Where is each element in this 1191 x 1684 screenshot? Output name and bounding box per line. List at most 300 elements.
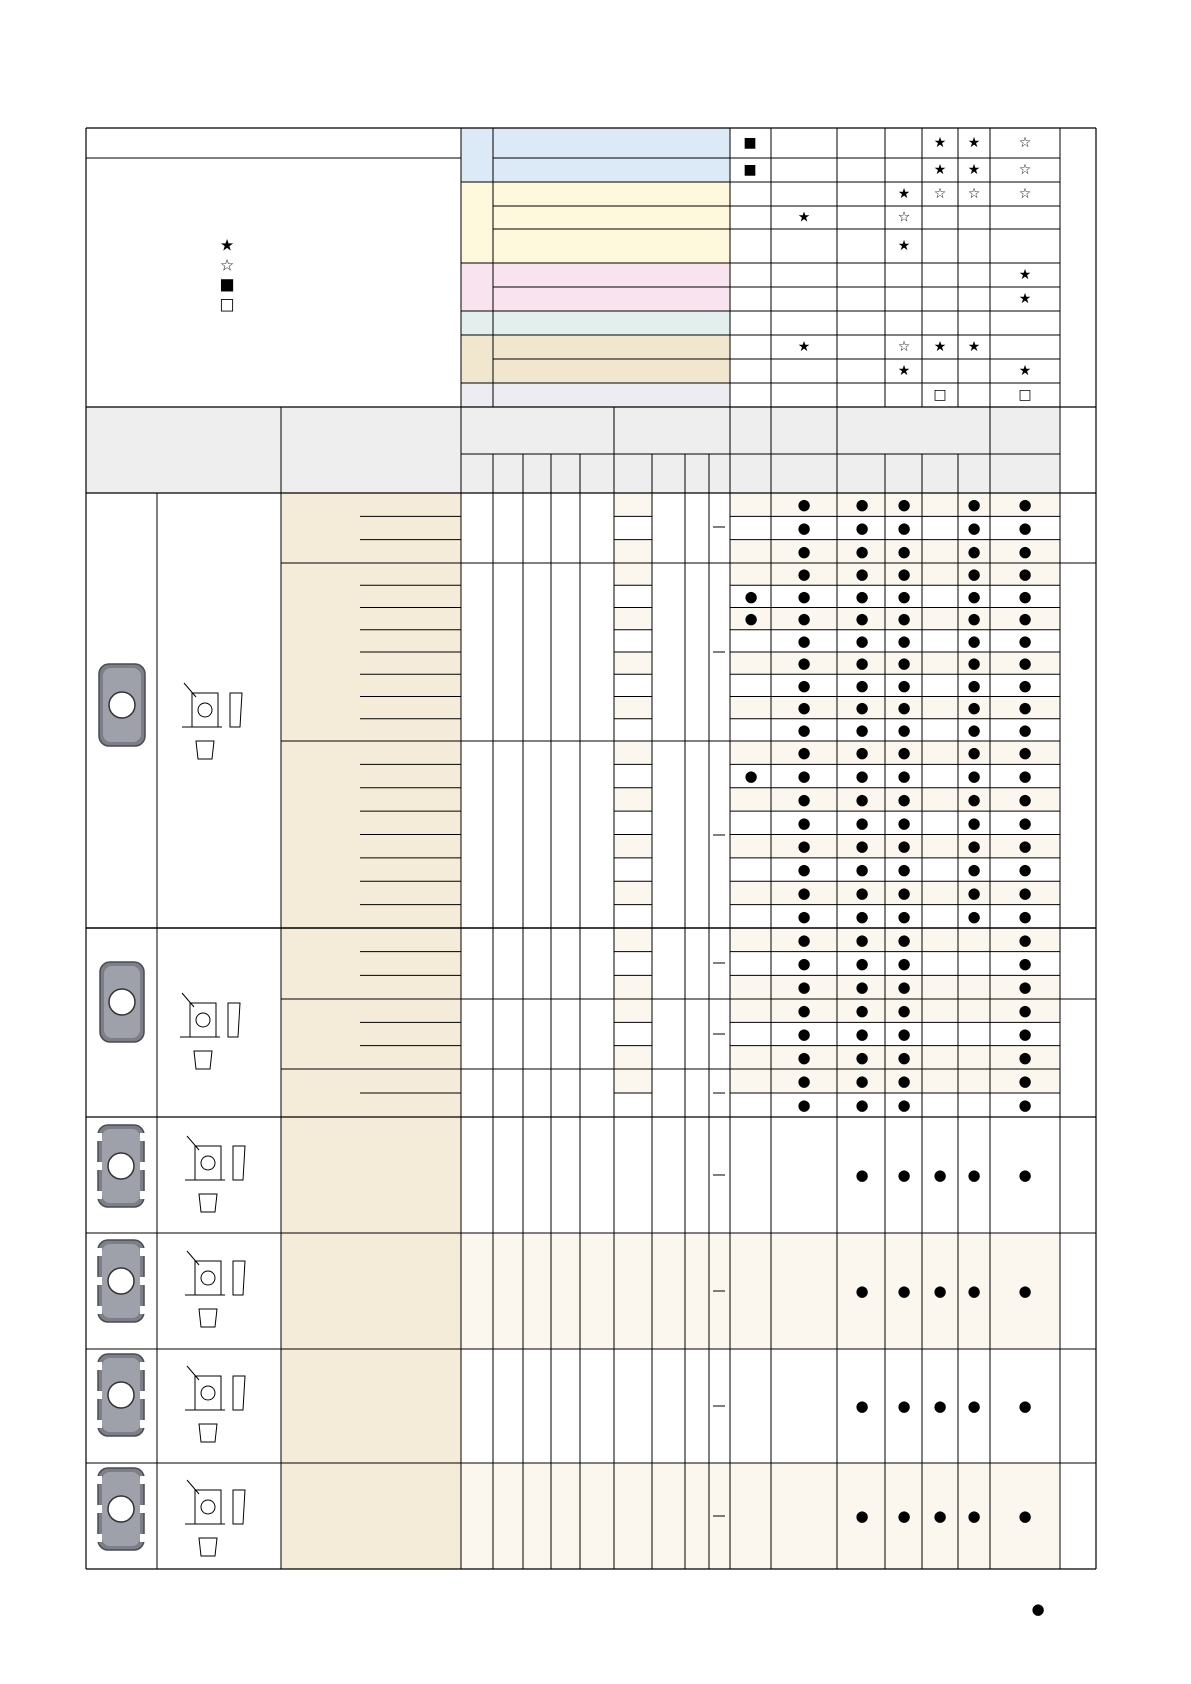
availability-dot: ● [897, 1282, 911, 1300]
availability-dot: ● [855, 495, 869, 514]
drawing-top-view [195, 1490, 221, 1524]
dim-cell [614, 835, 652, 858]
availability-dot: ● [1018, 743, 1032, 762]
availability-dot: ● [855, 698, 869, 717]
availability-dot: ● [897, 1166, 911, 1184]
dim-cell [614, 1022, 652, 1045]
drawing-a [182, 683, 242, 759]
header-mark: ★ [797, 339, 811, 355]
grade-cell [730, 928, 1060, 952]
availability-dot: ● [1018, 907, 1032, 926]
grade-cell [730, 858, 1060, 881]
band-tab [461, 287, 493, 311]
insert-notch [140, 1277, 146, 1285]
availability-dot: ● [797, 698, 811, 717]
header-mark: ★ [933, 339, 947, 355]
availability-dot: ● [1018, 609, 1032, 628]
availability-dot: ● [1018, 978, 1032, 997]
availability-dot: ● [855, 837, 869, 856]
insert-photo-b [100, 962, 144, 1042]
drawing-hole [201, 1271, 215, 1285]
grade-cell [730, 652, 1060, 674]
dim-cell [614, 975, 652, 999]
availability-dot: ● [855, 813, 869, 832]
availability-dot: ● [1018, 1072, 1032, 1090]
availability-dot: ● [967, 1166, 981, 1184]
grade-cell [730, 741, 1060, 764]
availability-dot: ● [897, 837, 911, 856]
dim-cell [614, 1093, 652, 1117]
band-row [493, 128, 730, 158]
insert-notch [140, 1162, 146, 1170]
insert-hole [108, 1382, 134, 1408]
availability-dot: ● [797, 790, 811, 809]
dim-cell [614, 608, 652, 630]
availability-dot: ● [967, 743, 981, 762]
availability-dot: ● [1018, 813, 1032, 832]
availability-dot: ● [967, 609, 981, 628]
drawing-side-view [233, 1146, 245, 1180]
availability-dot: ● [1018, 495, 1032, 514]
availability-dot: ● [855, 519, 869, 537]
dim-cell [614, 674, 652, 696]
cell-backgrounds [86, 128, 1060, 1569]
drawing-side-view [233, 1490, 245, 1524]
drawing-hole [201, 1500, 215, 1514]
code-cell [281, 928, 461, 999]
availability-dot: ● [967, 587, 981, 606]
band-tab [461, 206, 493, 229]
availability-dot: ● [897, 698, 911, 717]
code-cell [281, 1349, 461, 1463]
availability-dot: ● [855, 907, 869, 926]
drawing-leader [182, 993, 194, 1007]
availability-dot: ● [797, 1096, 811, 1114]
insert-notch [140, 1391, 146, 1399]
header-mark: ☆ [933, 186, 947, 202]
drawing-hole [201, 1386, 215, 1400]
band-tab [461, 128, 493, 158]
availability-dot: ● [1018, 767, 1032, 786]
insert-notch [140, 1133, 146, 1141]
availability-dot: ● [1018, 1001, 1032, 1020]
availability-dot: ● [855, 767, 869, 786]
header-mark: ★ [967, 135, 981, 151]
drawing-e [185, 1366, 245, 1442]
grade-cell [730, 764, 1060, 787]
legend-symbol: ☆ [219, 255, 235, 275]
grade-cell [730, 1022, 1060, 1045]
code-cell [281, 1463, 461, 1569]
drawing-b [180, 993, 240, 1069]
availability-dot: ● [967, 883, 981, 902]
insert-photo-e [96, 1354, 146, 1436]
availability-dot: ● [797, 743, 811, 762]
availability-dot: ● [855, 1048, 869, 1067]
drawing-edge-view [199, 1424, 217, 1442]
availability-dot: ● [855, 1072, 869, 1090]
header-mark: ☆ [1018, 162, 1032, 178]
dim-cell [614, 563, 652, 585]
grade-cell [730, 999, 1060, 1022]
header-mark: ★ [897, 186, 911, 202]
grade-cell [730, 516, 1060, 539]
legend-symbol: ★ [219, 235, 235, 255]
drawing-d [185, 1251, 245, 1327]
insert-hole [109, 692, 135, 718]
availability-dot: ● [855, 743, 869, 762]
code-cell [281, 493, 461, 563]
dim-cell [614, 1069, 652, 1093]
insert-notch [140, 1248, 146, 1256]
dim-cell [614, 881, 652, 904]
insert-notch [96, 1277, 102, 1285]
availability-dot: ● [797, 1072, 811, 1090]
header-mark: □ [1018, 387, 1032, 403]
drawing-leader [187, 1366, 199, 1380]
availability-dot: ● [897, 954, 911, 973]
availability-dot: ● [855, 1025, 869, 1043]
band-row [493, 229, 730, 263]
availability-dot: ● [744, 587, 758, 606]
availability-dot: ● [967, 1282, 981, 1300]
availability-dot: ● [897, 1001, 911, 1020]
code-cell [281, 1117, 461, 1233]
drawing-side-view [228, 1003, 240, 1037]
availability-dot: ● [855, 1166, 869, 1184]
availability-dot: ● [797, 565, 811, 584]
dim-cell [614, 905, 652, 928]
dim-cell [614, 811, 652, 834]
dim-cell [614, 952, 652, 976]
drawing-top-view [190, 1003, 216, 1037]
grade-cell [730, 674, 1060, 696]
dim-cell [614, 1046, 652, 1069]
availability-dot: ● [855, 930, 869, 949]
dim-cell [614, 540, 652, 563]
availability-dot: ● [797, 542, 811, 561]
availability-dot: ● [855, 1397, 869, 1415]
insert-notch [96, 1505, 102, 1513]
drawing-hole [201, 1156, 215, 1170]
availability-dot: ● [967, 860, 981, 879]
band-row [493, 335, 730, 359]
band-tab [461, 158, 493, 182]
availability-dot: ● [897, 609, 911, 628]
availability-dot: ● [967, 790, 981, 809]
col-header-mid [281, 407, 461, 493]
availability-dot: ● [897, 743, 911, 762]
dim-cell [614, 652, 652, 674]
availability-dot: ● [1018, 519, 1032, 537]
availability-dot: ● [897, 631, 911, 650]
availability-dot: ● [855, 790, 869, 809]
availability-dot: ● [897, 767, 911, 786]
availability-dot: ● [967, 676, 981, 695]
header-mark: ☆ [897, 209, 911, 226]
header-mark: ★ [967, 162, 981, 178]
grade-cell [730, 975, 1060, 999]
code-cell [281, 1233, 461, 1349]
header-mark: ■ [743, 135, 757, 151]
availability-dot: ● [1018, 1025, 1032, 1043]
availability-dot: ● [1018, 565, 1032, 584]
band-tab [461, 383, 493, 407]
drawing-top-view [195, 1146, 221, 1180]
availability-dot: ● [1018, 837, 1032, 856]
availability-dot: ● [797, 587, 811, 606]
availability-dot: ● [897, 565, 911, 584]
availability-dot: ● [855, 587, 869, 606]
insert-notch [140, 1306, 146, 1314]
grade-cell [730, 1046, 1060, 1069]
band-row [493, 359, 730, 383]
availability-dot: ● [855, 609, 869, 628]
availability-dot: ● [797, 883, 811, 902]
availability-dot: ● [1018, 698, 1032, 717]
availability-dot: ● [897, 1397, 911, 1415]
dim-cell [614, 697, 652, 719]
insert-notch [96, 1191, 102, 1199]
availability-dot: ● [897, 1048, 911, 1067]
availability-dot: ● [967, 654, 981, 673]
insert-notch [96, 1362, 102, 1370]
availability-dot: ● [967, 698, 981, 717]
drawing-hole [196, 1013, 210, 1027]
availability-dot: ● [897, 720, 911, 739]
band-row [493, 206, 730, 229]
availability-dot: ● [797, 720, 811, 739]
availability-dot: ● [897, 790, 911, 809]
availability-dot: ● [967, 542, 981, 561]
availability-dot: ● [797, 837, 811, 856]
availability-dot: ● [1018, 1282, 1032, 1300]
insert-photo-c [96, 1125, 146, 1207]
availability-dot: ● [797, 1025, 811, 1043]
band-tab [461, 359, 493, 383]
header-mark: ☆ [967, 186, 981, 202]
grade-cell [730, 585, 1060, 607]
header-mark: ☆ [1018, 186, 1032, 202]
availability-dot: ● [855, 1282, 869, 1300]
drawing-edge-view [194, 1051, 212, 1069]
availability-dot: ● [855, 1507, 869, 1525]
grade-cell [730, 540, 1060, 563]
drawing-leader [187, 1480, 199, 1494]
dim-cell [614, 928, 652, 952]
availability-dot: ● [797, 954, 811, 973]
drawing-top-view [192, 693, 218, 727]
insert-notch [96, 1476, 102, 1484]
dim-cell [614, 741, 652, 764]
band-tab [461, 263, 493, 287]
availability-dot: ● [1018, 587, 1032, 606]
drawing-leader [184, 683, 196, 697]
drawing-f [185, 1480, 245, 1556]
availability-dot: ● [1018, 631, 1032, 650]
availability-dot: ● [855, 654, 869, 673]
grade-cell [730, 493, 1060, 516]
band-row [493, 158, 730, 182]
availability-dot: ● [855, 883, 869, 902]
availability-dot: ● [1018, 860, 1032, 879]
insert-notch [96, 1420, 102, 1428]
insert-notch [96, 1162, 102, 1170]
header-mark: □ [933, 387, 947, 403]
drawing-edge-view [199, 1309, 217, 1327]
availability-dot: ● [855, 1001, 869, 1020]
availability-dot: ● [897, 1096, 911, 1114]
header-mark: ☆ [1018, 135, 1032, 151]
availability-dot: ● [897, 676, 911, 695]
availability-dot: ● [897, 1025, 911, 1043]
availability-dot: ● [855, 631, 869, 650]
availability-dot: ● [797, 930, 811, 949]
insert-hole [108, 1496, 134, 1522]
grade-cell [730, 1069, 1060, 1093]
availability-dot: ● [797, 907, 811, 926]
availability-dot: ● [797, 609, 811, 628]
availability-dot: ● [967, 1397, 981, 1415]
dim-cell [614, 788, 652, 811]
availability-dot: ● [967, 813, 981, 832]
dim-cell [614, 999, 652, 1022]
header-mark: ★ [933, 135, 947, 151]
insert-notch [140, 1420, 146, 1428]
header-mark: ★ [1018, 291, 1032, 307]
availability-dot: ● [1018, 1048, 1032, 1067]
availability-dot: ● [1018, 1166, 1032, 1184]
availability-dot: ● [797, 1001, 811, 1020]
dim-cell [614, 516, 652, 539]
availability-dot: ● [933, 1282, 947, 1300]
availability-dot: ● [1018, 654, 1032, 673]
availability-dot: ● [1018, 790, 1032, 809]
dim-cell [614, 764, 652, 787]
band-row [493, 383, 730, 407]
availability-dot: ● [897, 930, 911, 949]
insert-images [96, 664, 245, 1556]
code-cell [281, 999, 461, 1069]
dim-cell [614, 630, 652, 652]
drawing-side-view [233, 1261, 245, 1295]
grade-cell [730, 630, 1060, 652]
availability-dot: ● [933, 1397, 947, 1415]
band-tab [461, 229, 493, 263]
grade-cell [730, 697, 1060, 719]
insert-notch [140, 1476, 146, 1484]
drawing-edge-view [199, 1538, 217, 1556]
band-tab [461, 335, 493, 359]
insert-hole [108, 1153, 134, 1179]
availability-dot: ● [797, 1048, 811, 1067]
availability-dot: ● [897, 587, 911, 606]
availability-dot: ● [897, 654, 911, 673]
availability-dot: ● [797, 676, 811, 695]
dim-cell [614, 493, 652, 516]
band-row [493, 182, 730, 206]
availability-dot: ● [967, 565, 981, 584]
drawing-leader [187, 1136, 199, 1150]
availability-dot: ● [967, 907, 981, 926]
availability-dot: ● [797, 495, 811, 514]
availability-dot: ● [897, 495, 911, 514]
grade-cell [730, 788, 1060, 811]
availability-dot: ● [797, 654, 811, 673]
band-row [493, 263, 730, 287]
availability-dot: ● [897, 1072, 911, 1090]
insert-notch [140, 1191, 146, 1199]
insert-photo-a [99, 664, 145, 746]
drawing-hole [198, 703, 212, 717]
availability-dot: ● [933, 1166, 947, 1184]
insert-notch [140, 1534, 146, 1542]
availability-dot: ● [897, 978, 911, 997]
insert-notch [140, 1505, 146, 1513]
availability-dot: ● [1018, 1507, 1032, 1525]
band-row [493, 311, 730, 335]
header-mark: ★ [797, 209, 811, 226]
header-mark: ★ [897, 363, 911, 379]
availability-dot: ● [967, 1507, 981, 1525]
insert-notch [140, 1362, 146, 1370]
availability-dot: ● [967, 767, 981, 786]
availability-dot: ● [1018, 954, 1032, 973]
header-mark: ★ [967, 339, 981, 355]
availability-dot: ● [744, 609, 758, 628]
grade-cell [730, 952, 1060, 976]
dim-cell [614, 585, 652, 607]
header-mark: ★ [933, 162, 947, 178]
availability-dot: ● [1018, 1397, 1032, 1415]
availability-dot: ● [967, 519, 981, 537]
availability-dot: ● [967, 837, 981, 856]
drawing-side-view [230, 693, 242, 727]
availability-dot: ● [855, 978, 869, 997]
grade-cell [730, 905, 1060, 928]
availability-dot: ● [1018, 930, 1032, 949]
drawing-side-view [233, 1376, 245, 1410]
availability-dot: ● [897, 883, 911, 902]
drawing-top-view [195, 1261, 221, 1295]
availability-dot: ● [1018, 720, 1032, 739]
band-row [493, 287, 730, 311]
availability-dot: ● [1018, 542, 1032, 561]
header-mark: ★ [1018, 363, 1032, 379]
availability-dot: ● [797, 860, 811, 879]
header-mark: ★ [897, 238, 911, 254]
legend-symbol: ■ [219, 274, 235, 294]
insert-notch [96, 1133, 102, 1141]
grade-cell [730, 835, 1060, 858]
insert-notch [96, 1248, 102, 1256]
insert-notch [96, 1391, 102, 1399]
availability-dot: ● [855, 565, 869, 584]
header-mark: ★ [1018, 267, 1032, 283]
availability-dot: ● [855, 1096, 869, 1114]
availability-dot: ● [797, 519, 811, 537]
legend-symbol: □ [219, 294, 235, 314]
drawing-c [185, 1136, 245, 1212]
availability-dot: ● [797, 631, 811, 650]
availability-dot: ● [897, 813, 911, 832]
availability-dot: ● [855, 676, 869, 695]
availability-dot: ● [1018, 676, 1032, 695]
availability-dot: ● [933, 1507, 947, 1525]
footer-note-dot: ● [1031, 1600, 1045, 1618]
insert-notch [96, 1306, 102, 1314]
availability-dot: ● [967, 495, 981, 514]
